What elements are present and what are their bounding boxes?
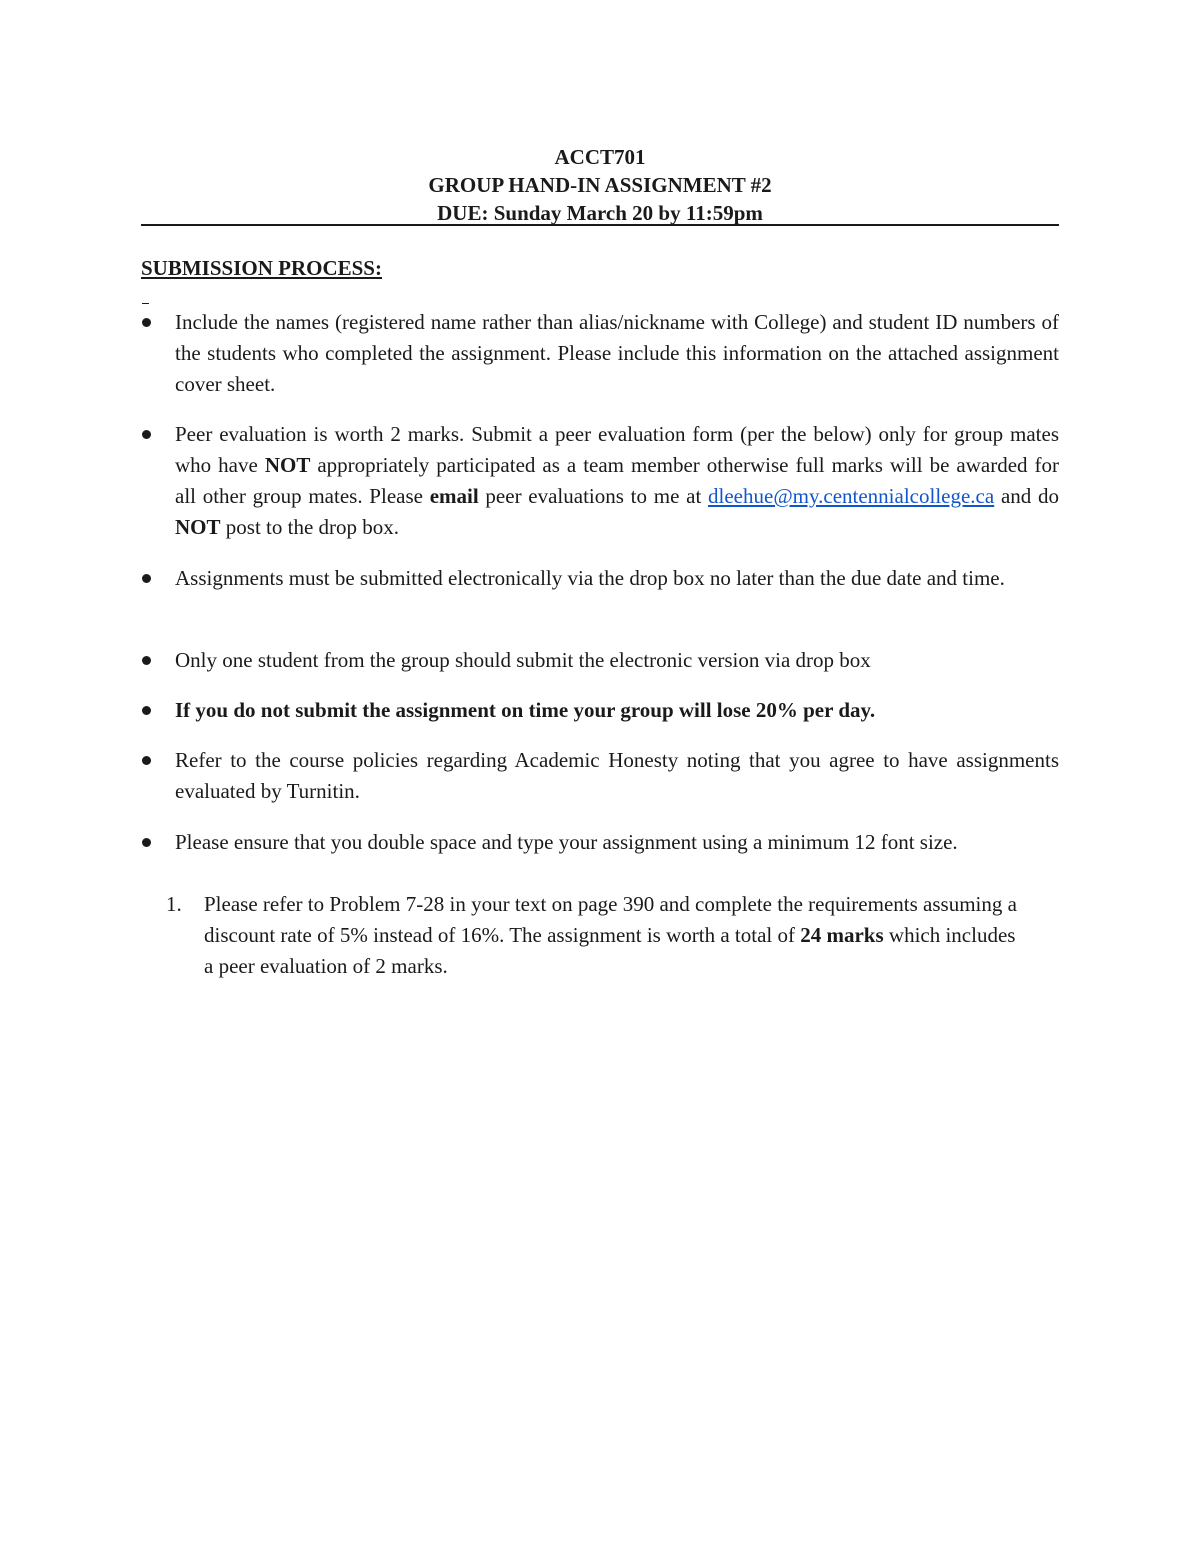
bullet-dot-icon: [142, 318, 151, 327]
bullet-dot-icon: [142, 656, 151, 665]
bullet-item-formatting: [141, 827, 1059, 858]
bullet-text: Please ensure that you double space and type your assignment using a minimum 12 font size.: [175, 830, 958, 854]
list-number: 1.: [166, 892, 182, 916]
text-run: which includes a peer evaluation of 2 marks.: [204, 923, 1016, 978]
bullet-item-one-student: [141, 645, 1059, 676]
bullet-text: [175, 419, 1059, 543]
text-run: and do: [994, 484, 1059, 508]
bullet-dot-icon: [142, 574, 151, 583]
course-code: ACCT701: [554, 145, 646, 169]
bullet-item-names: [141, 307, 1059, 400]
bold-marks: 24 marks: [800, 923, 884, 947]
numbered-item-problem: [166, 889, 1026, 982]
text-run: peer evaluations to me at: [478, 484, 709, 508]
document-header: [141, 143, 1059, 227]
bullet-item-peer-evaluation: [141, 419, 1059, 543]
bullet-item-late-penalty: [141, 695, 1059, 726]
bullet-dot-icon: [142, 838, 151, 847]
bullet-item-academic-honesty: [141, 745, 1059, 807]
header-divider: [141, 224, 1059, 226]
stray-mark: [142, 303, 149, 304]
bullet-text: Assignments must be submitted electronically via the drop box no later than the due date and time.: [175, 566, 1005, 590]
bullet-text: Include the names (registered name rather than alias/nickname with College) and student ID numbers of the students who completed the assignment. Please include this information on the attached assignment cover sheet.: [175, 310, 1059, 396]
text-run: Peer evaluation is worth 2 marks. Submit a peer evaluation form (per the below) only for group mates who have: [175, 422, 1059, 477]
email-link[interactable]: dleehue@my.centennialcollege.ca: [708, 484, 995, 508]
bullet-dot-icon: [142, 706, 151, 715]
bold-not: NOT: [175, 515, 221, 539]
bullet-text: If you do not submit the assignment on time your group will lose 20% per day.: [175, 698, 876, 722]
bold-email: email: [429, 484, 479, 508]
numbered-text: [204, 889, 1026, 982]
text-run: Please refer to Problem 7-28 in your text on page 390 and complete the requirements assuming a discount rate of 5% instead of 16%. The assignment is worth a total of: [204, 892, 1017, 947]
due-date: DUE: Sunday March 20 by 11:59pm: [437, 201, 763, 225]
bullet-text: Refer to the course policies regarding Academic Honesty noting that you agree to have assignments evaluated by Turnitin.: [175, 748, 1059, 803]
bullet-item-electronic-submission: [141, 563, 1059, 594]
bullet-dot-icon: [142, 756, 151, 765]
text-run: appropriately participated as a team member otherwise full marks will be awarded for all other group mates. Please: [175, 453, 1060, 508]
bold-not: NOT: [264, 453, 311, 477]
section-title: SUBMISSION PROCESS:: [141, 256, 382, 280]
bullet-dot-icon: [142, 430, 151, 439]
bullet-text: Only one student from the group should submit the electronic version via drop box: [175, 648, 871, 672]
assignment-title: GROUP HAND-IN ASSIGNMENT #2: [428, 173, 772, 197]
text-run: post to the drop box.: [220, 515, 400, 539]
